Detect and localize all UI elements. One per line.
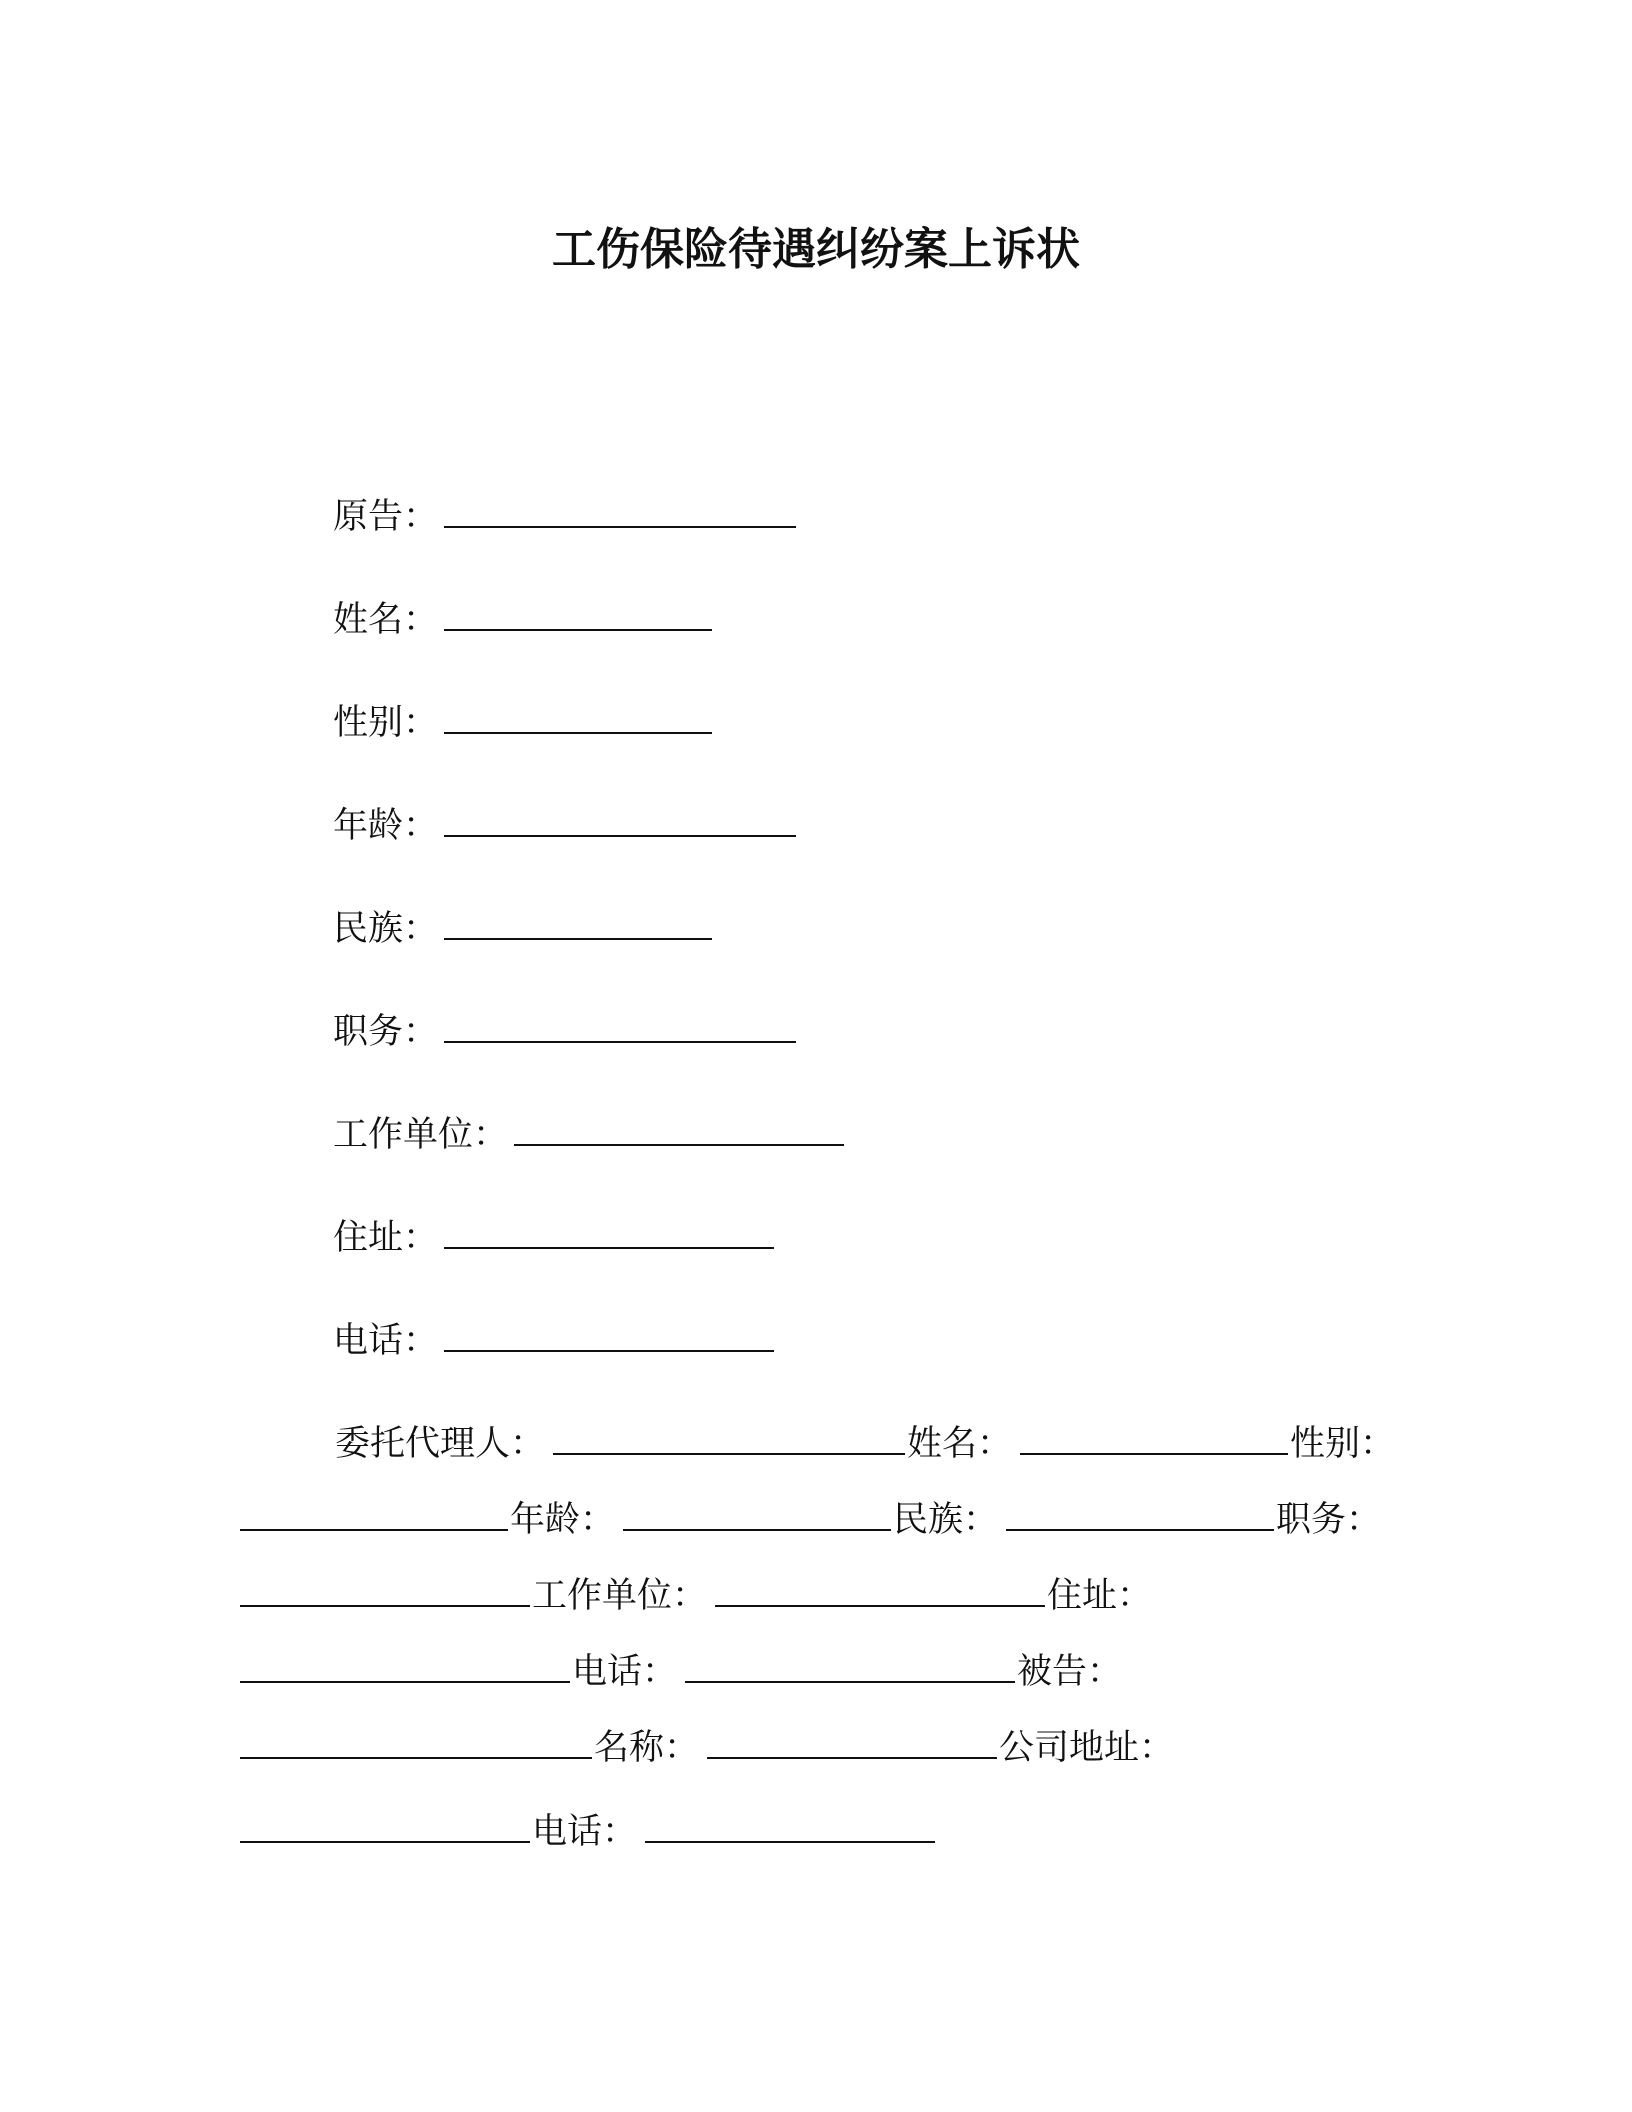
- blank-line: [553, 1447, 905, 1455]
- paragraph-line: [240, 1807, 935, 1857]
- agent-phone-label: 电话：: [572, 1652, 678, 1692]
- blank-line: [444, 623, 712, 631]
- field-name: [333, 595, 712, 645]
- blank-line: [645, 1835, 935, 1843]
- paragraph-line: [240, 1647, 1130, 1697]
- agent-address-label: 住址：: [1047, 1576, 1153, 1616]
- defendant-name-label: 名称：: [594, 1728, 700, 1768]
- field-label: 姓名：: [333, 600, 439, 640]
- blank-line: [240, 1599, 530, 1607]
- agent-ethnicity-label: 民族：: [893, 1500, 999, 1540]
- field-label: 工作单位：: [333, 1115, 509, 1155]
- blank-line: [623, 1523, 891, 1531]
- field-label: 住址：: [333, 1218, 439, 1258]
- field-label: 民族：: [333, 909, 439, 949]
- field-label: 年龄：: [333, 806, 439, 846]
- blank-line: [444, 726, 712, 734]
- blank-line: [1020, 1447, 1288, 1455]
- document-title: 工伤保险待遇纠纷案上诉状: [552, 224, 1080, 275]
- blank-line: [444, 932, 712, 940]
- blank-line: [444, 1241, 774, 1249]
- agent-employer-label: 工作单位：: [532, 1576, 708, 1616]
- field-plaintiff: [333, 492, 796, 542]
- blank-line: [715, 1599, 1045, 1607]
- field-phone: [333, 1316, 774, 1366]
- blank-line: [444, 1035, 796, 1043]
- field-age: [333, 801, 796, 851]
- agent-label: 委托代理人：: [335, 1424, 546, 1464]
- blank-line: [240, 1835, 530, 1843]
- agent-age-label: 年龄：: [510, 1500, 616, 1540]
- agent-position-label: 职务：: [1276, 1500, 1382, 1540]
- field-label: 职务：: [333, 1012, 439, 1052]
- blank-line: [685, 1675, 1015, 1683]
- paragraph-line: [240, 1495, 1389, 1545]
- agent-name-label: 姓名：: [907, 1424, 1013, 1464]
- field-ethnicity: [333, 904, 712, 954]
- blank-line: [707, 1751, 997, 1759]
- blank-line: [240, 1523, 508, 1531]
- field-address: [333, 1213, 774, 1263]
- field-label: 原告：: [333, 497, 439, 537]
- blank-line: [444, 1344, 774, 1352]
- blank-line: [240, 1751, 592, 1759]
- agent-gender-label: 性别：: [1290, 1424, 1396, 1464]
- defendant-label: 被告：: [1017, 1652, 1123, 1692]
- blank-line: [240, 1675, 570, 1683]
- paragraph-line: [240, 1723, 1182, 1773]
- paragraph-line: [240, 1571, 1160, 1621]
- company-address-label: 公司地址：: [999, 1728, 1175, 1768]
- defendant-phone-label: 电话：: [532, 1812, 638, 1852]
- blank-line: [514, 1138, 844, 1146]
- field-label: 电话：: [333, 1321, 439, 1361]
- field-employer: [333, 1110, 844, 1160]
- blank-line: [444, 520, 796, 528]
- field-label: 性别：: [333, 703, 439, 743]
- blank-line: [444, 829, 796, 837]
- blank-line: [1006, 1523, 1274, 1531]
- paragraph-line: [333, 1419, 1403, 1469]
- field-gender: [333, 698, 712, 748]
- field-position: [333, 1007, 796, 1057]
